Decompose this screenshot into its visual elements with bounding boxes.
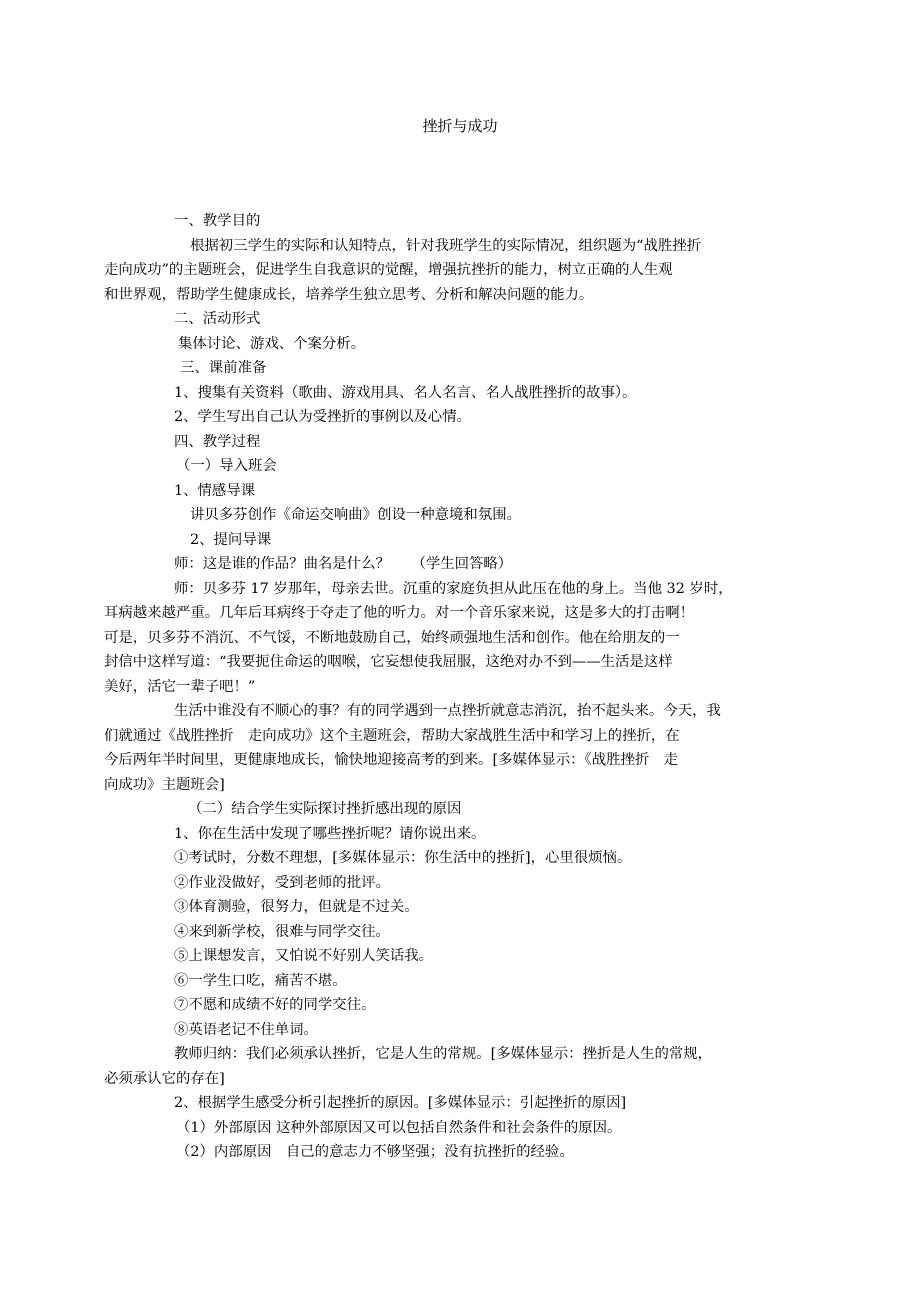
subsection-heading: （二）结合学生实际探讨挫折感出现的原因	[188, 801, 462, 817]
paragraph-line: 根据初三学生的实际和认知特点，针对我班学生的实际情况，组织题为“战胜挫折	[190, 237, 702, 254]
paragraph-line: 可是，贝多芬不消沉、不气馁，不断地鼓励自己，始终顽强地生活和创作。他在给朋友的一	[104, 629, 680, 646]
section-heading-format: 二、活动形式	[174, 311, 261, 327]
paragraph-line: 讲贝多芬创作《命运交响曲》创设一种意境和氛围。	[190, 507, 521, 523]
list-item: ④来到新学校，很难与同学交往。	[174, 923, 390, 940]
section-heading-preparation: 三、课前准备	[180, 360, 267, 376]
subsection-heading: （一）导入班会	[176, 458, 277, 474]
list-item: ⑧英语老记不住单词。	[174, 1021, 318, 1038]
document-body	[104, 209, 794, 1165]
paragraph-line: 师：贝多芬 17 岁那年，母亲去世。沉重的家庭负担从此压在他的身上。当他 32 岁时，	[174, 580, 733, 597]
paragraph-line: 走向成功”的主题班会，促进学生自我意识的觉醒，增强抗挫折的能力，树立正确的人生观	[104, 262, 673, 278]
list-item: ③体育测验，很努力，但就是不过关。	[174, 899, 419, 915]
section-heading-process: 四、教学过程	[174, 433, 261, 450]
paragraph-line: 美好，活它一辈子吧！”	[104, 678, 256, 695]
section-heading-objectives: 一、教学目的	[174, 213, 261, 229]
paragraph-line: 今后两年半时间里，更健康地成长，愉快地迎接高考的到来。[多媒体显示：《战胜挫折 走	[104, 752, 679, 768]
list-item: 2、学生写出自己认为受挫折的事例以及心情。	[174, 409, 471, 425]
paragraph-line: 必须承认它的存在]	[104, 1070, 225, 1087]
list-item: （2）内部原因 自己的意志力不够坚强；没有抗挫折的经验。	[176, 1144, 574, 1160]
paragraph-line: 向成功》主题班会]	[104, 776, 225, 793]
list-item: 2、提问导课	[190, 531, 272, 548]
paragraph-line: 和世界观，帮助学生健康成长，培养学生独立思考、分析和解决问题的能力。	[104, 286, 594, 303]
document-title: 挫折与成功	[422, 117, 498, 135]
list-item: ①考试时，分数不理想，[多媒体显示：你生活中的挫折]，心里很烦恼。	[174, 850, 632, 866]
list-item: 1、搜集有关资料（歌曲、游戏用具、名人名言、名人战胜挫折的故事）。	[174, 384, 637, 401]
list-item: ⑦不愿和成绩不好的同学交往。	[174, 997, 376, 1013]
paragraph-line: 们就通过《战胜挫折 走向成功》这个主题班会，帮助大家战胜生活中和学习上的挫折，在	[104, 727, 680, 744]
list-item: ⑥一学生口吃，痛苦不堪。	[174, 972, 347, 989]
list-item: 2、根据学生感受分析引起挫折的原因。[多媒体显示：引起挫折的原因]	[174, 1095, 627, 1111]
list-item: 1、情感导课	[174, 482, 256, 499]
paragraph-line: 集体讨论、游戏、个案分析。	[178, 335, 366, 352]
paragraph-line: 耳病越来越严重。几年后耳病终于夺走了他的听力。对一个音乐家来说，这是多大的打击啊！	[104, 605, 695, 621]
list-item: 1、你在生活中发现了哪些挫折呢？请你说出来。	[174, 825, 486, 842]
list-item: ②作业没做好，受到老师的批评。	[174, 874, 390, 891]
list-item: ⑤上课想发言，又怕说不好别人笑话我。	[174, 948, 434, 964]
paragraph-line: 生活中谁没有不顺心的事？有的同学遇到一点挫折就意志消沉，抬不起头来。今天，我	[174, 703, 721, 719]
paragraph-line: 教师归纳：我们必须承认挫折，它是人生的常规。[多媒体显示：挫折是人生的常规，	[174, 1046, 713, 1062]
paragraph-line: 封信中这样写道：“我要扼住命运的咽喉，它妄想使我屈服，这绝对办不到——生活是这样	[104, 654, 673, 670]
paragraph-line: 师：这是谁的作品？曲名是什么？ （学生回答略）	[174, 556, 513, 572]
list-item: （1）外部原因 这种外部原因又可以包括自然条件和社会条件的原因。	[176, 1119, 622, 1136]
